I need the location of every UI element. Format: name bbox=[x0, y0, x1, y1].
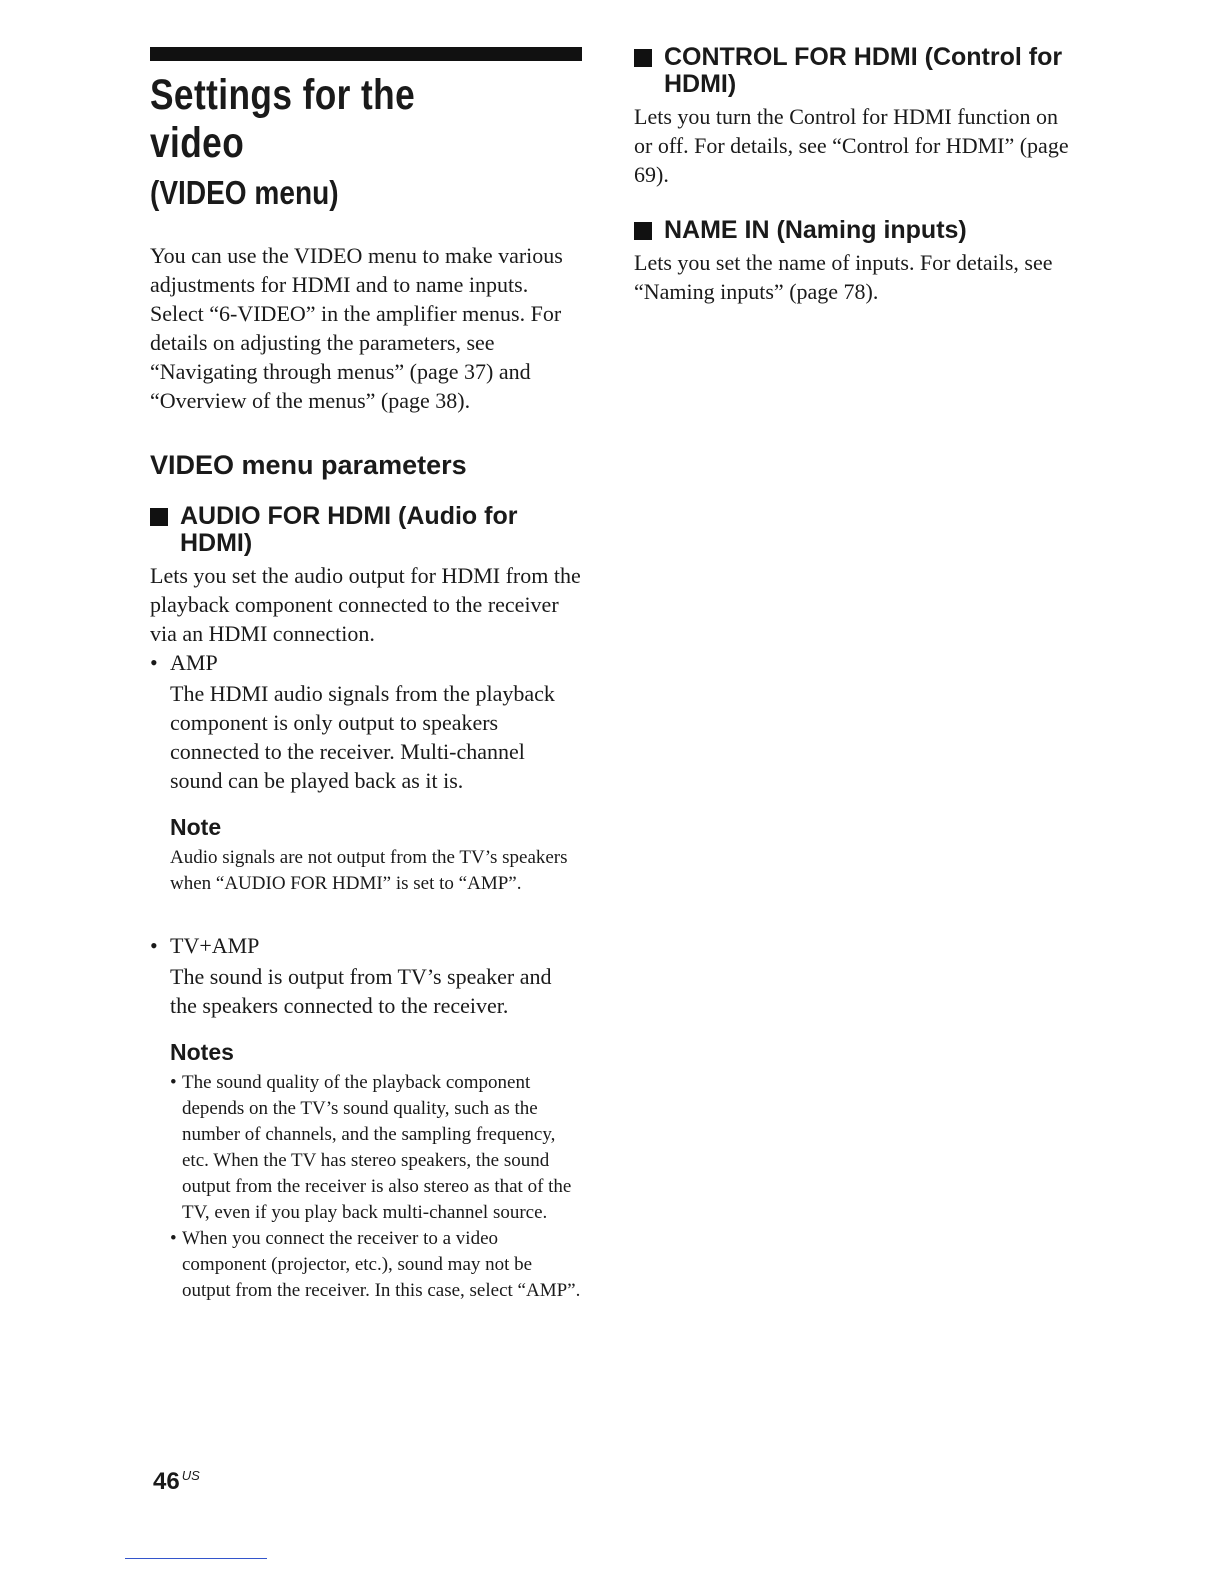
name-in-heading bbox=[634, 217, 1074, 244]
note-heading: Note bbox=[170, 814, 222, 840]
square-bullet-icon bbox=[150, 508, 168, 526]
page-number-suffix: US bbox=[181, 1468, 200, 1483]
right-column bbox=[634, 44, 1074, 306]
bullet-icon: • bbox=[170, 1228, 177, 1249]
square-bullet-icon bbox=[634, 49, 652, 67]
note-item-text: The sound quality of the playback component depends on the TV’s sound quality, such as the number of channels, and the sampling frequency, etc. When the TV has stereo speakers, the sound output from the receiver is also stereo as that of the TV, even if you play back multi-channel source. bbox=[182, 1072, 572, 1223]
audio-for-hdmi-heading bbox=[150, 503, 582, 557]
note-item-text: When you connect the receiver to a video component (projector, etc.), sound may not be output from the receiver. In this case, select “AMP”. bbox=[182, 1228, 581, 1301]
title-rule bbox=[150, 47, 582, 61]
control-for-hdmi-heading-text: CONTROL FOR HDMI (Control for HDMI) bbox=[664, 43, 1063, 98]
bottom-divider bbox=[125, 1558, 267, 1559]
page-title: Settings for the video bbox=[150, 71, 416, 167]
section-heading: VIDEO menu parameters bbox=[150, 450, 467, 480]
control-for-hdmi-description: Lets you turn the Control for HDMI function on or off. For details, see “Control for HDMI” (page 69). bbox=[634, 104, 1069, 187]
option-description: The sound is output from TV’s speaker and the speakers connected to the receiver. bbox=[170, 964, 552, 1018]
square-bullet-icon bbox=[634, 222, 652, 240]
name-in-description: Lets you set the name of inputs. For details, see “Naming inputs” (page 78). bbox=[634, 250, 1053, 304]
name-in-heading-text: NAME IN (Naming inputs) bbox=[664, 216, 967, 244]
notes-heading: Notes bbox=[170, 1039, 234, 1065]
intro-paragraph: You can use the VIDEO menu to make various adjustments for HDMI and to name inputs. Select “6-VIDEO” in the amplifier menus. For details on adjusting the parameters, see “Navigating through menus” (page 37) and “Overview of the menus” (page 38). bbox=[150, 243, 563, 413]
list-item bbox=[170, 1070, 582, 1226]
bullet-icon: • bbox=[150, 650, 158, 675]
audio-for-hdmi-description: Lets you set the audio output for HDMI from the playback component connected to the receiver via an HDMI connection. bbox=[150, 563, 581, 646]
control-for-hdmi-heading bbox=[634, 44, 1074, 98]
option-description: The HDMI audio signals from the playback component is only output to speakers connected to the receiver. Multi-channel sound can be played back as it is. bbox=[170, 681, 555, 793]
option-label: AMP bbox=[170, 650, 218, 675]
left-column bbox=[150, 47, 582, 1304]
bullet-icon: • bbox=[150, 933, 158, 958]
page-subtitle: (VIDEO menu) bbox=[150, 174, 339, 211]
audio-for-hdmi-heading-text: AUDIO FOR HDMI (Audio for HDMI) bbox=[180, 502, 518, 557]
option-amp bbox=[150, 648, 582, 795]
note-text: Audio signals are not output from the TV’s speakers when “AUDIO FOR HDMI” is set to “AMP”. bbox=[170, 847, 568, 894]
list-item bbox=[170, 1226, 582, 1304]
bullet-icon: • bbox=[170, 1072, 177, 1093]
page-number-value: 46 bbox=[153, 1468, 180, 1495]
page-number bbox=[153, 1468, 200, 1496]
option-tv-amp bbox=[150, 931, 582, 1020]
option-label: TV+AMP bbox=[170, 933, 260, 958]
notes-list bbox=[170, 1070, 582, 1304]
